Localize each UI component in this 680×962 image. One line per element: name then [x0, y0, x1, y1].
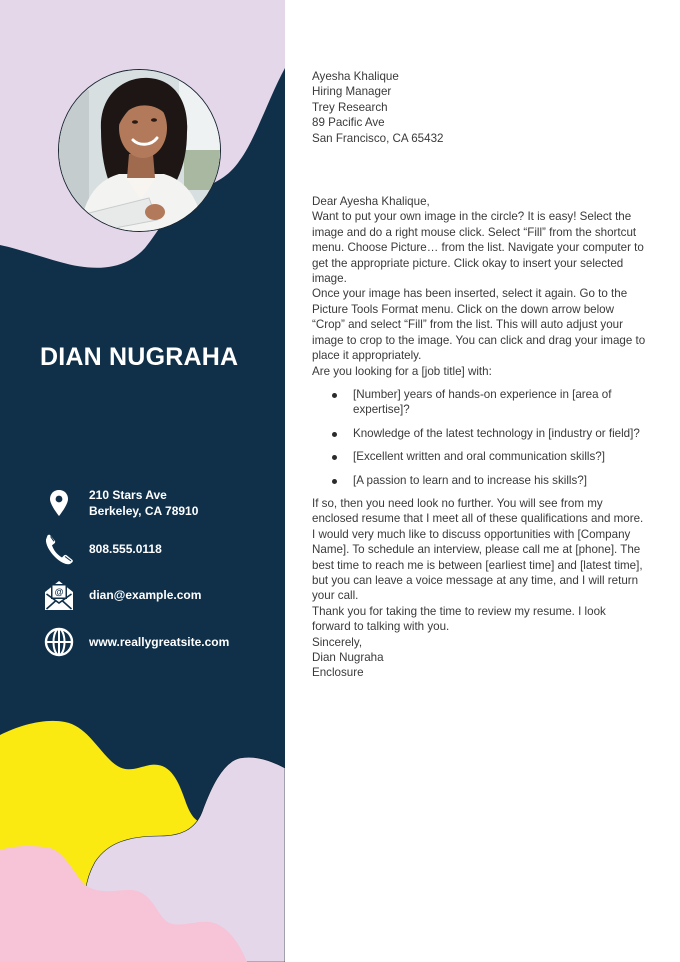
list-item: [A passion to learn and to increase his skills?] [312, 473, 647, 488]
address-line-1: 210 Stars Ave [89, 488, 167, 502]
salutation: Dear Ayesha Khalique, [312, 195, 430, 209]
phone-number[interactable]: 808.555.0118 [89, 542, 162, 556]
recipient-name: Ayesha Khalique [312, 70, 399, 83]
recipient-street: 89 Pacific Ave [312, 116, 385, 130]
paragraph-5: I would very much like to discuss opportunities with [Company Name]. To schedule an interview, please call me at [phone]. The best time to reach me is between [earliest time] and [latest time], but you can leave a voice message at any time, and I will return your call. [312, 527, 643, 603]
list-item: Knowledge of the latest technology in [industry or field]? [312, 426, 647, 441]
location-pin-icon [44, 486, 74, 520]
qualifications-list [312, 387, 647, 488]
paragraph-2: Once your image has been inserted, select it again. Go to the Picture Tools Format menu. Click on the down arrow below “Crop” and select “Fill” from the list. This will auto adjust your image to crop to the image. You can click and drag your image to place it appropriately. [312, 287, 646, 363]
recipient-title: Hiring Manager [312, 85, 392, 99]
contact-email [44, 578, 274, 612]
closing: Sincerely, [312, 635, 363, 649]
email-icon [44, 578, 74, 612]
email-address[interactable]: dian@example.com [89, 588, 202, 602]
website-url[interactable]: www.reallygreatsite.com [89, 635, 230, 649]
recipient-block [312, 69, 647, 146]
paragraph-4: If so, then you need look no further. You will see from my enclosed resume that I meet all of these qualifications and more. [312, 496, 644, 526]
letter-body [312, 69, 647, 681]
recipient-city: San Francisco, CA 65432 [312, 131, 444, 145]
portrait-illustration [59, 70, 221, 232]
signature: Dian Nugraha [312, 651, 384, 664]
list-item: [Excellent written and oral communication skills?] [312, 449, 647, 464]
sidebar-panel [0, 0, 285, 962]
paragraph-6: Thank you for taking the time to review my resume. I look forward to talking with you. [312, 604, 606, 634]
svg-text:@: @ [54, 587, 64, 597]
contact-address [44, 486, 274, 520]
list-item: [Number] years of hands-on experience in [area of expertise]? [312, 387, 647, 418]
phone-icon [44, 532, 74, 566]
contact-website [44, 625, 274, 659]
recipient-company: Trey Research [312, 100, 388, 114]
paragraph-3: Are you looking for a [job title] with: [312, 364, 492, 378]
paragraph-1: Want to put your own image in the circle? It is easy! Select the image and do a right mouse click. Select “Fill” from the shortcut menu. Choose Picture… from the list. Navigate your computer to get the appropriate picture. Click okay to insert your selected image. [312, 210, 644, 286]
enclosure: Enclosure [312, 666, 364, 680]
contact-phone [44, 532, 274, 566]
profile-photo[interactable] [58, 69, 221, 232]
candidate-name: DIAN NUGRAHA [40, 343, 239, 371]
address-line-2: Berkeley, CA 78910 [89, 504, 199, 518]
globe-icon [44, 625, 74, 659]
